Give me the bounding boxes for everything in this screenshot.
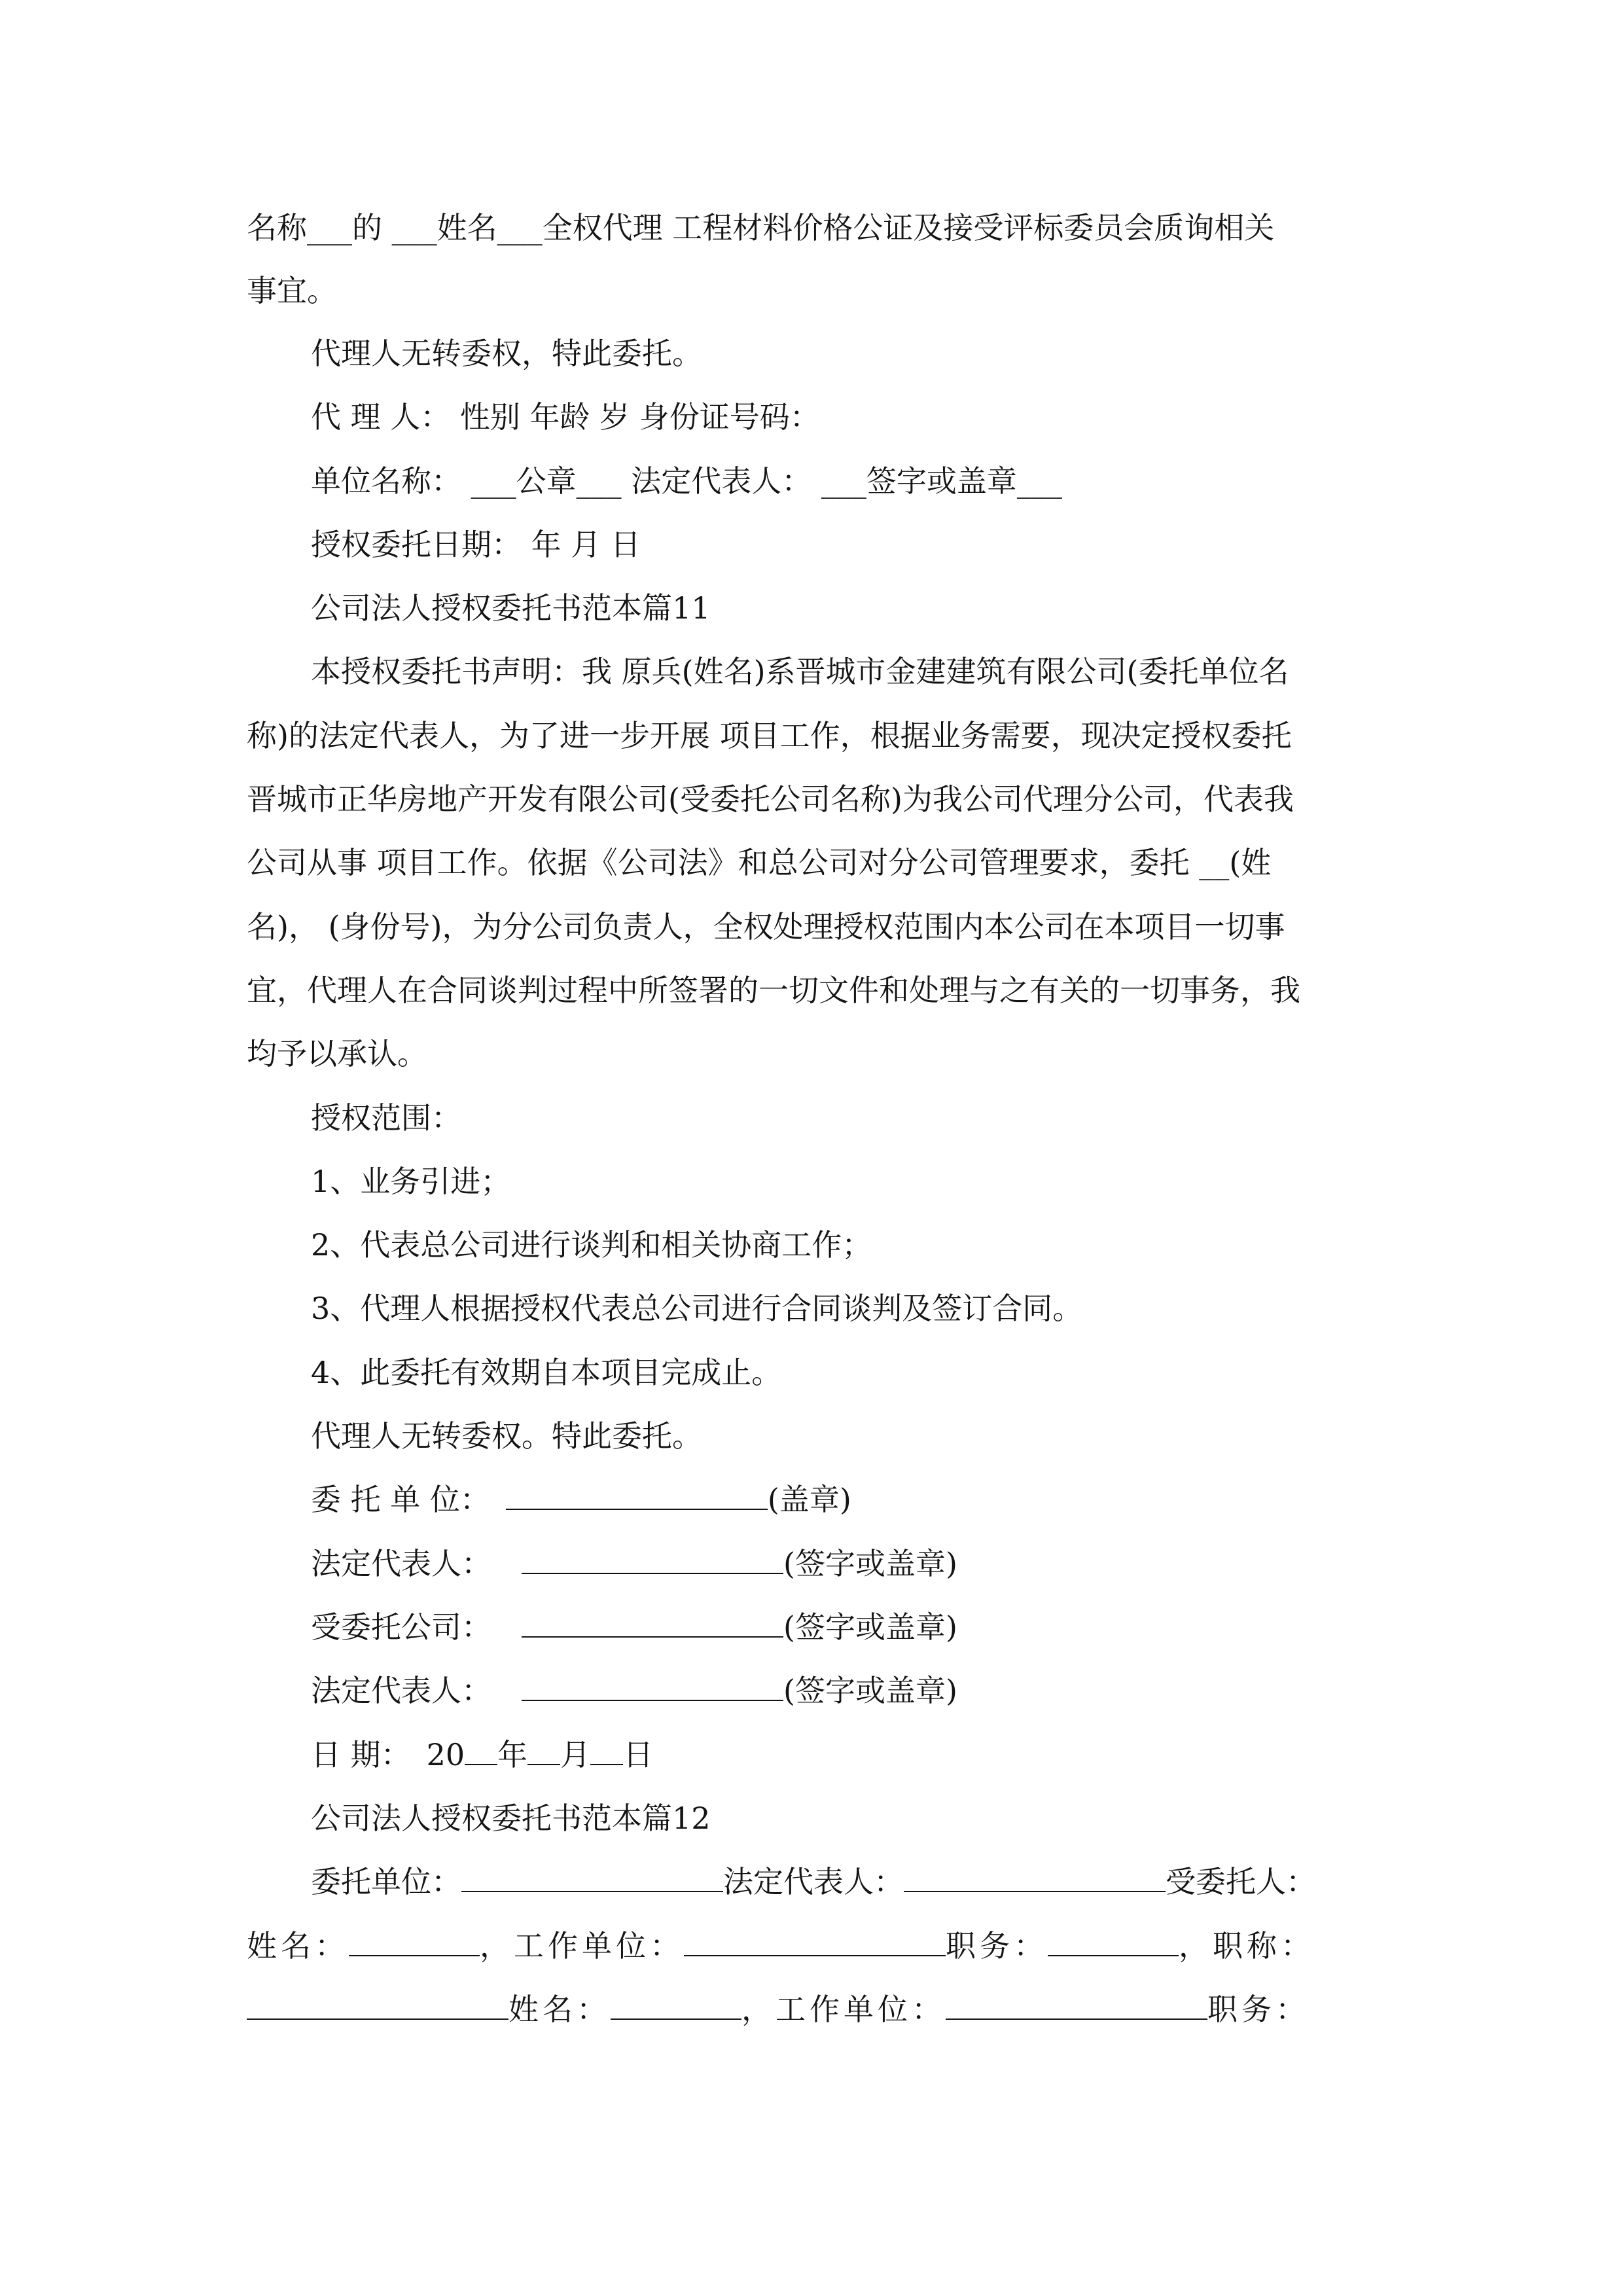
paragraph-line: 事宜。	[247, 273, 337, 308]
work-unit-blank	[684, 1929, 946, 1956]
paragraph-line: 称)的法定代表人，为了进一步开展 项目工作，根据业务需要，现决定授权委托	[247, 718, 1292, 753]
signature-label: 法定代表人：	[311, 1546, 491, 1581]
paragraph-line: 名)， (身份号)，为分公司负责人，全权处理授权范围内本公司在本项目一切事	[247, 909, 1285, 944]
paragraph-line: 名称___的 ___姓名___全权代理 工程材料价格公证及接受评标委员会质询相关	[247, 210, 1275, 245]
position-label: 职务：	[946, 1928, 1048, 1964]
legal-rep-blank	[904, 1865, 1166, 1892]
day-blank	[590, 1738, 623, 1765]
signature-blank	[522, 1610, 783, 1638]
signature-row-legal-rep-2	[311, 1671, 957, 1710]
signature-suffix: (签字或盖章)	[783, 1546, 957, 1581]
year-label: 年	[497, 1737, 528, 1772]
paragraph-line: 代 理 人： 性别 年龄 岁 身份证号码：	[311, 399, 820, 435]
title-blank	[247, 1992, 508, 2020]
list-item: 4、此委托有效期自本项目完成止。	[311, 1355, 782, 1390]
name-blank	[611, 1992, 741, 2020]
list-item: 2、代表总公司进行谈判和相关协商工作；	[311, 1227, 872, 1263]
name-blank	[349, 1929, 480, 1956]
signature-suffix: (签字或盖章)	[783, 1609, 957, 1645]
title-label: 职称：	[1213, 1928, 1315, 1964]
section-heading-12: 公司法人授权委托书范本篇12	[311, 1801, 711, 1836]
work-unit-label: 工作单位：	[776, 1992, 946, 2027]
day-label: 日	[623, 1737, 654, 1772]
list-item: 3、代理人根据授权代表总公司进行合同谈判及签订合同。	[311, 1291, 1083, 1326]
paragraph-line: 公司从事 项目工作。依据《公司法》和总公司对分公司管理要求，委托 __(姓	[247, 845, 1272, 880]
signature-blank	[522, 1547, 783, 1574]
work-unit-label: 工作单位：	[514, 1928, 684, 1964]
legal-rep-label: 法定代表人：	[723, 1864, 904, 1899]
paragraph-line: 晋城市正华房地产开发有限公司(受委托公司名称)为我公司代理分公司，代表我	[247, 781, 1294, 817]
paragraph-line: 均予以承认。	[247, 1036, 427, 1071]
name-label: 姓名：	[508, 1992, 611, 2027]
paragraph-line: 授权范围：	[311, 1100, 461, 1136]
paragraph-line: 宜，代理人在合同谈判过程中所签署的一切文件和处理与之有关的一切事务，我	[247, 973, 1300, 1008]
signature-suffix: (签字或盖章)	[783, 1673, 957, 1708]
paragraph-line: 代理人无转委权。特此委托。	[311, 1418, 702, 1454]
entrust-unit-blank	[461, 1865, 723, 1892]
name-label: 姓名：	[247, 1928, 349, 1964]
comma: ，	[741, 1992, 776, 2027]
signature-blank	[506, 1482, 768, 1510]
signature-label: 受委托公司：	[311, 1609, 491, 1645]
month-blank	[527, 1738, 560, 1765]
work-unit-blank	[946, 1992, 1207, 2020]
position-label: 职务：	[1207, 1992, 1310, 2027]
paragraph-line: 本授权委托书声明：我 原兵(姓名)系晋城市金建建筑有限公司(委托单位名	[311, 654, 1289, 689]
entrust-unit-label: 委托单位：	[311, 1864, 461, 1899]
date-row	[311, 1735, 653, 1774]
paragraph-line: 授权委托日期： 年 月 日	[311, 527, 641, 562]
paragraph-line: 代理人无转委权，特此委托。	[311, 336, 702, 371]
trustee-label: 受委托人：	[1166, 1864, 1316, 1899]
paragraph-line: 单位名称： ___公章___ 法定代表人： ___签字或盖章___	[311, 463, 1062, 499]
section-heading-11: 公司法人授权委托书范本篇11	[311, 590, 711, 626]
signature-row-entrusting-unit	[311, 1480, 851, 1519]
form-row-2	[247, 1926, 1315, 1965]
signature-label: 法定代表人：	[311, 1673, 491, 1708]
list-item: 1、业务引进；	[311, 1164, 511, 1199]
position-blank	[1048, 1929, 1179, 1956]
year-prefix: 20	[426, 1737, 465, 1772]
month-label: 月	[560, 1737, 591, 1772]
signature-label: 委 托 单 位：	[311, 1482, 490, 1517]
comma: ，	[480, 1928, 514, 1964]
form-row-3	[247, 1990, 1310, 2029]
signature-row-trustee-company	[311, 1607, 957, 1647]
form-row-1	[311, 1862, 1316, 1901]
signature-suffix: (盖章)	[767, 1482, 851, 1517]
signature-blank	[522, 1674, 783, 1701]
date-label: 日 期：	[311, 1737, 411, 1772]
signature-row-legal-rep	[311, 1544, 957, 1583]
comma: ，	[1179, 1928, 1213, 1964]
year-blank	[465, 1738, 497, 1765]
